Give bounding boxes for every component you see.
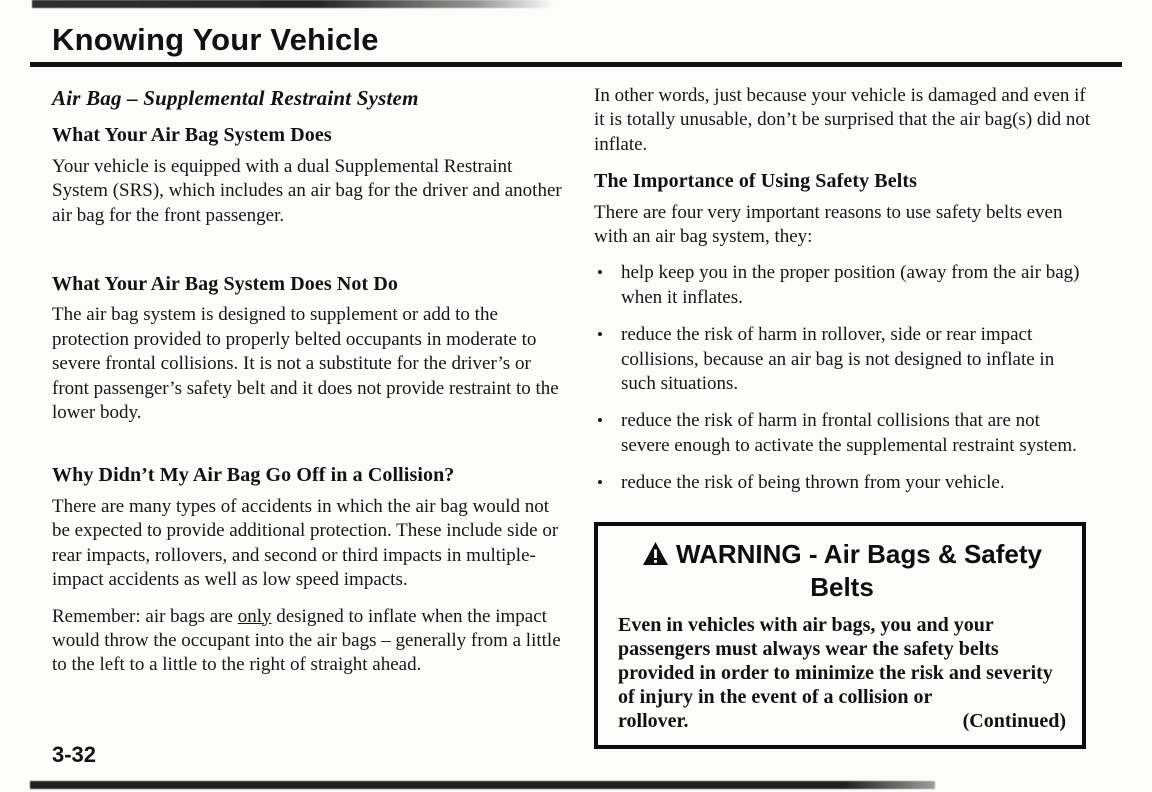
warning-title <box>618 538 1066 604</box>
page-number: 3-32 <box>52 742 97 767</box>
list-item <box>594 323 1092 396</box>
scan-artifact-top <box>32 0 554 8</box>
section-importance-of-safety-belts <box>594 169 1092 249</box>
remember-underlined-word: only <box>237 605 272 627</box>
intro-paragraph: In other words, just because your vehicle is damaged and even if it is totally unusable, don’t be surprised that the air bag(s) did not inflate. <box>594 85 1091 155</box>
list-item-text: reduce the risk of harm in frontal collisions that are not severe enough to activate the supplemental restraint system. <box>621 410 1077 456</box>
section-body: The air bag system is designed to supplement or add to the protection provided to properly belted occupants in moderate to severe frontal collisions. It is not a substitute for the driver’s or front passenger’s safety belt and it does not provide restraint to the lower body. <box>52 304 559 424</box>
remember-text-pre: Remember: air bags are <box>52 605 238 627</box>
section-heading: What Your Air Bag System Does <box>52 124 332 147</box>
section-body: There are many types of accidents in which the air bag would not be expected to provide additional protection. These include side or rear impacts, rollovers, and second or third impacts in multiple-impact accidents as well as low speed impacts. <box>52 495 559 591</box>
bullet-icon: • <box>597 473 603 493</box>
warning-box <box>594 522 1086 749</box>
bullet-icon: • <box>597 411 603 431</box>
section-what-air-bag-does-not-do <box>52 272 564 425</box>
section-why-didnt-air-bag-go-off <box>52 463 564 677</box>
section-heading: The Importance of Using Safety Belts <box>594 170 918 193</box>
warning-triangle-icon <box>642 541 669 566</box>
list-item <box>594 409 1092 458</box>
list-item-text: help keep you in the proper position (away from the air bag) when it inflates. <box>621 262 1080 308</box>
left-column <box>52 86 564 690</box>
section-body: There are four very important reasons to use safety belts even with an air bag system, they: <box>594 201 1063 248</box>
scan-artifact-bottom <box>30 781 935 789</box>
section-title: Air Bag – Supplemental Restraint System <box>52 86 419 110</box>
section-heading: Why Didn’t My Air Bag Go Off in a Collision? <box>52 464 455 487</box>
section-heading: What Your Air Bag System Does Not Do <box>52 273 399 296</box>
warning-last-line <box>618 709 1066 733</box>
continued-label: (Continued) <box>962 709 1066 732</box>
page-title: Knowing Your Vehicle <box>52 22 379 57</box>
list-item <box>594 261 1092 310</box>
list-item-text: reduce the risk of harm in rollover, side or rear impact collisions, because an air bag is not designed to inflate in such situations. <box>621 324 1055 395</box>
warning-title-line1: WARNING - Air Bags & Safety <box>676 538 1042 569</box>
list-item <box>594 471 1092 495</box>
section-what-air-bag-does <box>52 123 564 228</box>
warning-body-last-word: rollover. <box>618 709 689 732</box>
section-body: Your vehicle is equipped with a dual Supplemental Restraint System (SRS), which includes an air bag for the driver and another air bag for the front passenger. <box>52 155 562 226</box>
right-column <box>594 84 1092 749</box>
warning-title-line2: Belts <box>810 571 874 602</box>
list-item-text: reduce the risk of being thrown from your vehicle. <box>621 472 1005 494</box>
remember-text-post: designed to inflate when the impact would throw the occupant into the air bags – generally from a little to the left to a little to the right of straight ahead. <box>52 605 561 676</box>
safety-belt-reasons-list <box>594 261 1092 495</box>
title-divider <box>30 62 1122 67</box>
bullet-icon: • <box>597 263 603 283</box>
bullet-icon: • <box>597 325 603 345</box>
warning-body: Even in vehicles with air bags, you and your passengers must always wear the safety belts provided in order to minimize the risk and severity of injury in the event of a collision or <box>618 613 1053 708</box>
remember-paragraph <box>52 605 564 678</box>
